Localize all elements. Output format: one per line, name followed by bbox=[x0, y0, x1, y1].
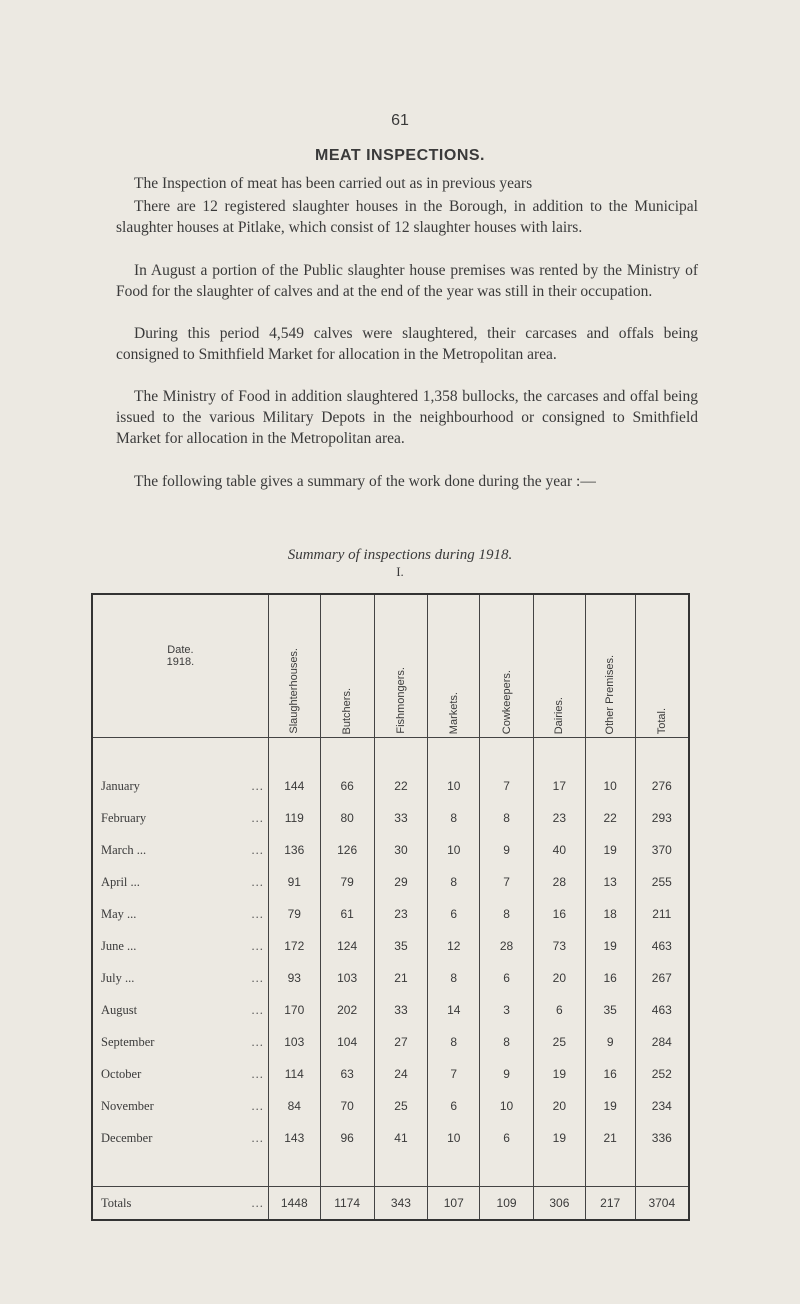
table-row bbox=[92, 1058, 689, 1090]
table-header-row bbox=[92, 594, 689, 738]
value-cell: 25 bbox=[533, 1026, 585, 1058]
table-row bbox=[92, 1026, 689, 1058]
table-row bbox=[92, 802, 689, 834]
value-cell: 70 bbox=[320, 1090, 374, 1122]
column-header-butchers: Butchers. bbox=[320, 594, 374, 738]
value-cell: 20 bbox=[533, 1090, 585, 1122]
grand-total-cell: 3704 bbox=[635, 1187, 689, 1221]
month-cell: October ... bbox=[101, 1066, 264, 1081]
value-cell: 19 bbox=[585, 930, 635, 962]
totals-value-cell: 1448 bbox=[268, 1187, 320, 1221]
value-cell: 96 bbox=[320, 1122, 374, 1154]
value-cell: 33 bbox=[374, 994, 428, 1026]
table-caption: Summary of inspections during 1918. bbox=[287, 547, 513, 563]
value-cell: 23 bbox=[374, 898, 428, 930]
value-cell: 33 bbox=[374, 802, 428, 834]
value-cell: 73 bbox=[533, 930, 585, 962]
column-header-other-premises: Other Premises. bbox=[585, 594, 635, 738]
value-cell: 6 bbox=[533, 994, 585, 1026]
month-cell: May ... ... bbox=[101, 906, 264, 921]
value-cell: 25 bbox=[374, 1090, 428, 1122]
paragraph-bullocks: The Ministry of Food in addition slaughtered 1,358 bullocks, the carcases and offal being issued to the various Military Depots in the neighbourhood or consigned to Smithfield Market for allocation in the Metropolitan area. bbox=[116, 388, 698, 447]
value-cell: 21 bbox=[585, 1122, 635, 1154]
value-cell: 7 bbox=[428, 1058, 480, 1090]
total-cell: 284 bbox=[635, 1026, 689, 1058]
month-cell: March ... ... bbox=[101, 842, 264, 857]
value-cell: 16 bbox=[585, 962, 635, 994]
value-cell: 91 bbox=[268, 866, 320, 898]
value-cell: 8 bbox=[428, 802, 480, 834]
totals-value-cell: 217 bbox=[585, 1187, 635, 1221]
month-cell: December ... bbox=[101, 1130, 264, 1145]
column-header-fishmongers: Fishmongers. bbox=[374, 594, 428, 738]
value-cell: 6 bbox=[428, 1090, 480, 1122]
table-row bbox=[92, 994, 689, 1026]
value-cell: 172 bbox=[268, 930, 320, 962]
total-cell: 463 bbox=[635, 994, 689, 1026]
value-cell: 41 bbox=[374, 1122, 428, 1154]
total-cell: 276 bbox=[635, 770, 689, 802]
value-cell: 79 bbox=[320, 866, 374, 898]
value-cell: 19 bbox=[533, 1058, 585, 1090]
table-row bbox=[92, 1122, 689, 1154]
value-cell: 103 bbox=[320, 962, 374, 994]
column-header-slaughterhouses: Slaughterhouses. bbox=[268, 594, 320, 738]
value-cell: 12 bbox=[428, 930, 480, 962]
value-cell: 63 bbox=[320, 1058, 374, 1090]
value-cell: 9 bbox=[480, 834, 534, 866]
value-cell: 202 bbox=[320, 994, 374, 1026]
paragraph-intro: The Inspection of meat has been carried out as in previous years bbox=[134, 175, 533, 192]
column-header-total: Total. bbox=[635, 594, 689, 738]
date-header-label: Date. bbox=[167, 644, 194, 656]
table-number: I. bbox=[396, 564, 404, 579]
value-cell: 29 bbox=[374, 866, 428, 898]
value-cell: 23 bbox=[533, 802, 585, 834]
paragraph-ministry-rental: In August a portion of the Public slaughter house premises was rented by the Ministry of Food for the slaughter of calves and at the end of the year was still in their occupation. bbox=[116, 262, 698, 300]
value-cell: 30 bbox=[374, 834, 428, 866]
value-cell: 6 bbox=[428, 898, 480, 930]
value-cell: 9 bbox=[480, 1058, 534, 1090]
value-cell: 20 bbox=[533, 962, 585, 994]
column-header-cowkeepers: Cowkeepers. bbox=[480, 594, 534, 738]
value-cell: 10 bbox=[585, 770, 635, 802]
value-cell: 8 bbox=[428, 1026, 480, 1058]
page-number: 61 bbox=[391, 112, 409, 129]
total-cell: 211 bbox=[635, 898, 689, 930]
value-cell: 103 bbox=[268, 1026, 320, 1058]
value-cell: 10 bbox=[480, 1090, 534, 1122]
table-row bbox=[92, 866, 689, 898]
value-cell: 24 bbox=[374, 1058, 428, 1090]
value-cell: 119 bbox=[268, 802, 320, 834]
table-row bbox=[92, 1090, 689, 1122]
value-cell: 10 bbox=[428, 834, 480, 866]
value-cell: 19 bbox=[585, 1090, 635, 1122]
value-cell: 9 bbox=[585, 1026, 635, 1058]
table-row bbox=[92, 962, 689, 994]
page-title: MEAT INSPECTIONS. bbox=[315, 147, 485, 164]
table-row bbox=[92, 770, 689, 802]
paragraph-table-intro: The following table gives a summary of the work done during the year :— bbox=[134, 473, 596, 490]
value-cell: 22 bbox=[374, 770, 428, 802]
month-cell: April ... ... bbox=[101, 874, 264, 889]
value-cell: 8 bbox=[428, 866, 480, 898]
month-cell: February ... bbox=[101, 810, 264, 825]
total-cell: 370 bbox=[635, 834, 689, 866]
totals-value-cell: 343 bbox=[374, 1187, 428, 1221]
month-cell: January ... bbox=[101, 778, 264, 793]
month-cell: September ... bbox=[101, 1034, 264, 1049]
total-cell: 234 bbox=[635, 1090, 689, 1122]
value-cell: 126 bbox=[320, 834, 374, 866]
total-cell: 293 bbox=[635, 802, 689, 834]
value-cell: 28 bbox=[533, 866, 585, 898]
value-cell: 40 bbox=[533, 834, 585, 866]
total-cell: 267 bbox=[635, 962, 689, 994]
value-cell: 7 bbox=[480, 770, 534, 802]
value-cell: 16 bbox=[585, 1058, 635, 1090]
table-row bbox=[92, 834, 689, 866]
value-cell: 16 bbox=[533, 898, 585, 930]
month-cell: November ... bbox=[101, 1098, 264, 1113]
value-cell: 61 bbox=[320, 898, 374, 930]
table-row bbox=[92, 898, 689, 930]
value-cell: 35 bbox=[374, 930, 428, 962]
value-cell: 6 bbox=[480, 1122, 534, 1154]
value-cell: 84 bbox=[268, 1090, 320, 1122]
total-cell: 336 bbox=[635, 1122, 689, 1154]
month-cell: June ... ... bbox=[101, 938, 264, 953]
totals-label-cell: Totals ... bbox=[92, 1187, 268, 1221]
value-cell: 19 bbox=[585, 834, 635, 866]
value-cell: 80 bbox=[320, 802, 374, 834]
value-cell: 18 bbox=[585, 898, 635, 930]
value-cell: 8 bbox=[480, 898, 534, 930]
value-cell: 19 bbox=[533, 1122, 585, 1154]
totals-value-cell: 1174 bbox=[320, 1187, 374, 1221]
inspections-summary-table bbox=[91, 593, 690, 1221]
value-cell: 136 bbox=[268, 834, 320, 866]
total-cell: 252 bbox=[635, 1058, 689, 1090]
value-cell: 143 bbox=[268, 1122, 320, 1154]
month-cell: August ... bbox=[101, 1002, 264, 1017]
paragraph-slaughter-houses: There are 12 registered slaughter houses in the Borough, in addition to the Municipal slaughter houses at Pitlake, which consist of 12 slaughter houses with lairs. bbox=[116, 198, 698, 236]
value-cell: 28 bbox=[480, 930, 534, 962]
value-cell: 27 bbox=[374, 1026, 428, 1058]
value-cell: 17 bbox=[533, 770, 585, 802]
year-header-label: 1918. bbox=[166, 656, 195, 668]
totals-value-cell: 107 bbox=[428, 1187, 480, 1221]
value-cell: 124 bbox=[320, 930, 374, 962]
value-cell: 10 bbox=[428, 1122, 480, 1154]
value-cell: 22 bbox=[585, 802, 635, 834]
totals-value-cell: 306 bbox=[533, 1187, 585, 1221]
value-cell: 144 bbox=[268, 770, 320, 802]
value-cell: 8 bbox=[480, 802, 534, 834]
value-cell: 93 bbox=[268, 962, 320, 994]
value-cell: 8 bbox=[428, 962, 480, 994]
value-cell: 104 bbox=[320, 1026, 374, 1058]
total-cell: 463 bbox=[635, 930, 689, 962]
value-cell: 10 bbox=[428, 770, 480, 802]
value-cell: 66 bbox=[320, 770, 374, 802]
month-cell: July ... ... bbox=[101, 970, 264, 985]
value-cell: 8 bbox=[480, 1026, 534, 1058]
value-cell: 79 bbox=[268, 898, 320, 930]
totals-value-cell: 109 bbox=[480, 1187, 534, 1221]
total-cell: 255 bbox=[635, 866, 689, 898]
value-cell: 114 bbox=[268, 1058, 320, 1090]
value-cell: 6 bbox=[480, 962, 534, 994]
column-header-markets: Markets. bbox=[428, 594, 480, 738]
value-cell: 13 bbox=[585, 866, 635, 898]
value-cell: 3 bbox=[480, 994, 534, 1026]
table-row bbox=[92, 930, 689, 962]
value-cell: 35 bbox=[585, 994, 635, 1026]
totals-row bbox=[92, 1187, 689, 1221]
paragraph-calves: During this period 4,549 calves were slaughtered, their carcases and offals being consigned to Smithfield Market for allocation in the Metropolitan area. bbox=[116, 325, 698, 363]
value-cell: 7 bbox=[480, 866, 534, 898]
value-cell: 170 bbox=[268, 994, 320, 1026]
value-cell: 14 bbox=[428, 994, 480, 1026]
value-cell: 21 bbox=[374, 962, 428, 994]
date-column-header bbox=[92, 594, 268, 738]
column-header-dairies: Dairies. bbox=[533, 594, 585, 738]
